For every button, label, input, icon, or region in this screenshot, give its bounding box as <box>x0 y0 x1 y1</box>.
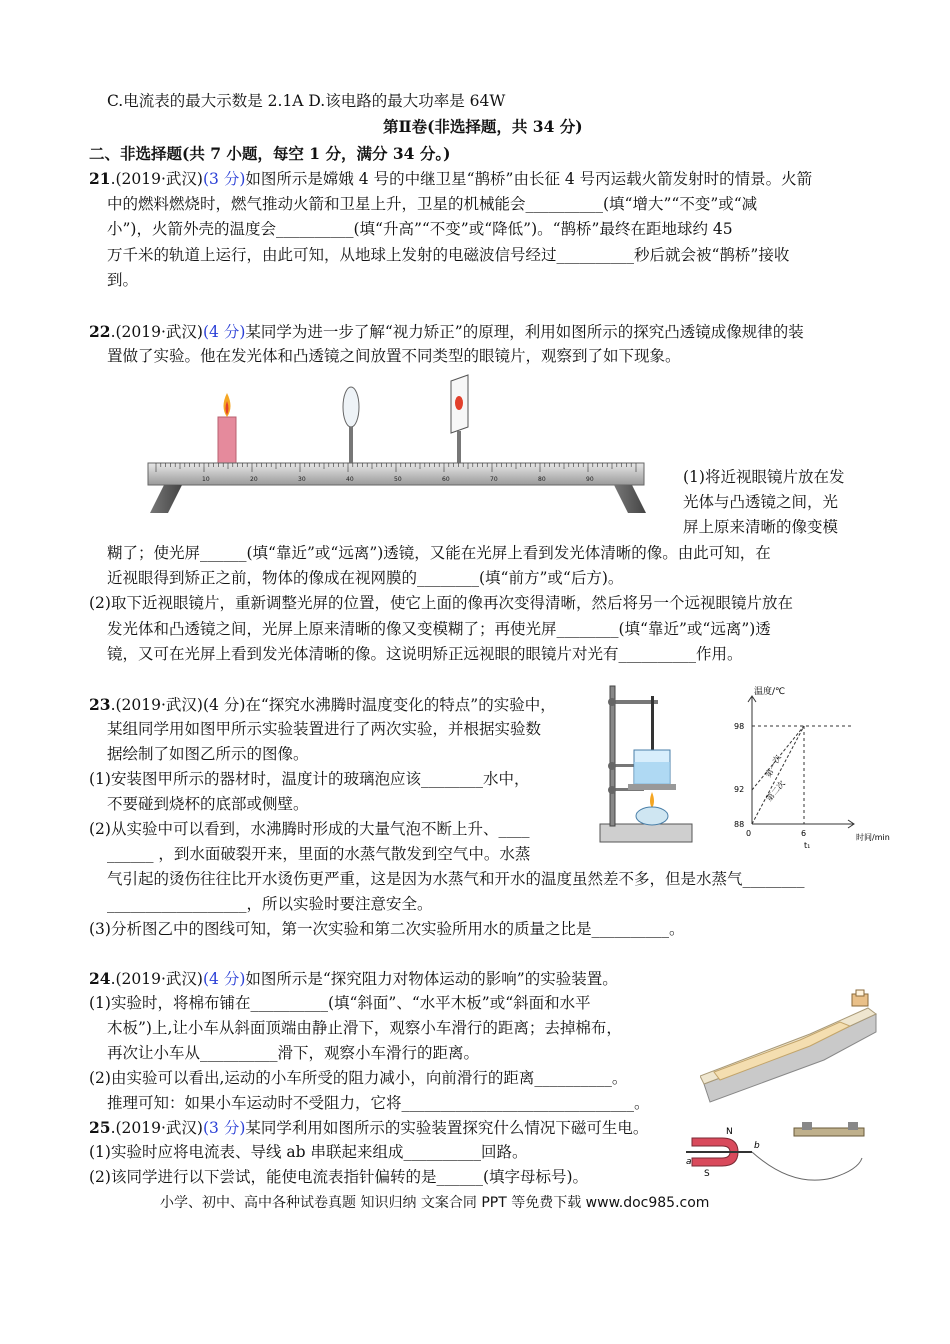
q24-line-4: 再次让小车从__________滑下，观察小车滑行的距离。 <box>107 1044 480 1062</box>
q21-line-2: 中的燃料燃烧时，燃气推动火箭和卫星上升，卫星的机械能会__________(填“增大”“不变”或“减 <box>107 195 758 213</box>
q23-line-5: 不要碰到烧杯的底部或侧壁。 <box>107 795 309 813</box>
q22-side-1: (1)将近视眼镜片放在发 <box>683 468 845 486</box>
ruler-label: 30 <box>298 476 306 483</box>
convex-lens <box>343 387 359 463</box>
q24-line-6: 推理可知：如果小车运动时不受阻力，它将______________________________。 <box>107 1094 650 1112</box>
ruler-label: 20 <box>250 476 258 483</box>
q24-line-5: (2)由实验可以看出,运动的小车所受的阻力减小，向前滑行的距离__________。 <box>89 1069 628 1087</box>
q24-source: .(2019·武汉) <box>110 970 203 988</box>
light-screen <box>451 375 468 463</box>
q22-side-3: 屏上原来清晰的像变模 <box>683 518 839 536</box>
q22-number: 22 <box>89 322 111 341</box>
q22-line-2: 置做了实验。他在发光体和凸透镜之间放置不同类型的眼镜片，观察到了如下现象。 <box>107 347 681 365</box>
option-line: C.电流表的最大示数是 2.1A D.该电路的最大功率是 64W <box>107 92 506 110</box>
optical-bench-figure <box>146 373 650 519</box>
q21-line-1 <box>89 166 812 192</box>
ruler-label: 50 <box>394 476 402 483</box>
q25-line-2: (1)实验时应将电流表、导线 ab 串联起来组成__________回路。 <box>89 1143 528 1161</box>
series-second-label: 第二次 <box>764 779 787 804</box>
q25-line-3: (2)该同学进行以下尝试，能使电流表指针偏转的是______(填字母标号)。 <box>89 1168 589 1186</box>
q25-number: 25 <box>89 1118 111 1137</box>
y-axis-label: 温度/℃ <box>754 687 786 697</box>
series-first-label: 第一次 <box>763 753 784 779</box>
x-tick: 6 <box>801 829 807 838</box>
cart <box>852 990 868 1006</box>
induction-figure <box>682 1118 882 1190</box>
q21-line-4: 万千米的轨道上运行，由此可知，从地球上发射的电磁波信号经过__________秒后就会被“鹊桥”接收 <box>107 246 790 264</box>
q23-score: (4 分) <box>202 696 246 714</box>
q22-text: 某同学为进一步了解“视力矫正”的原理，利用如图所示的探究凸透镜成像规律的装 <box>245 323 804 341</box>
q23-line-8: 气引起的烫伤往往比开水烫伤更严重，这是因为水蒸气和开水的温度虽然差不多，但是水蒸气________ <box>107 870 805 888</box>
q21-text: 如图所示是嫦娥 4 号的中继卫星“鹊桥”由长征 4 号丙运载火箭发射时的情景。火箭 <box>245 170 813 188</box>
ruler-label: 80 <box>538 476 546 483</box>
section-title: 第Ⅱ卷(非选择题，共 34 分) <box>383 117 583 136</box>
footer-ad: 小学、初中、高中各种试卷真题 知识归纳 文案合同 PPT 等免费下载 www.doc985.com <box>160 1195 710 1211</box>
q23-text: 在“探究水沸腾时温度变化的特点”的实验中， <box>245 696 556 714</box>
q23-line-10: (3)分析图乙中的图线可知，第一次实验和第二次实验所用水的质量之比是__________。 <box>89 920 685 938</box>
q24-line-2: (1)实验时，将棉布铺在__________(填“斜面”、“水平木板”或“斜面和水平 <box>89 994 591 1012</box>
q24-line-1 <box>89 966 618 992</box>
q24-text: 如图所示是“探究阻力对物体运动的影响”的实验装置。 <box>245 970 618 988</box>
q23-line-7: ______ ，到水面破裂开来，里面的水蒸气散发到空气中。水蒸 <box>107 845 531 863</box>
q22-side-2: 光体与凸透镜之间，光 <box>683 493 839 511</box>
q21-line-3: 小”)，火箭外壳的温度会__________(填“升高”“不变”或“降低”)。“鹊桥”最终在距地球约 45 <box>107 220 733 238</box>
ruler-label: 10 <box>202 476 210 483</box>
q24-number: 24 <box>89 969 111 988</box>
q21-score: (3 分) <box>202 170 246 188</box>
q22-line-7: 镜，又可在光屏上看到发光体清晰的像。这说明矫正远视眼的眼镜片对光有__________作用。 <box>107 645 743 663</box>
ammeter <box>794 1122 864 1136</box>
q25-text: 某同学利用如图所示的实验装置探究什么情况下磁可生电。 <box>245 1119 649 1137</box>
q24-line-3: 木板”)上,让小车从斜面顶端由静止滑下，观察小车滑行的距离；去掉棉布， <box>107 1019 622 1037</box>
q22-line-4: 近视眼得到矫正之前，物体的像成在视网膜的________(填“前方”或“后方)。 <box>107 569 624 587</box>
q23-number: 23 <box>89 695 111 714</box>
candle <box>218 393 236 463</box>
q24-score: (4 分) <box>202 970 246 988</box>
y-tick: 92 <box>734 785 745 794</box>
q21-source: .(2019·武汉) <box>110 170 203 188</box>
q23-source: .(2019·武汉) <box>110 696 203 714</box>
label-b: b <box>754 1141 760 1151</box>
q23-line-3: 据绘制了如图乙所示的图像。 <box>107 745 309 763</box>
y-tick: 98 <box>734 722 745 731</box>
label-n: N <box>726 1127 733 1137</box>
q22-line-1 <box>89 319 804 345</box>
q22-line-5: (2)取下近视眼镜片，重新调整光屏的位置，使它上面的像再次变得清晰，然后将另一个远视眼镜片放在 <box>89 594 793 612</box>
q23-line-4: (1)安装图甲所示的器材时，温度计的玻璃泡应该________水中， <box>89 770 530 788</box>
y-tick: 88 <box>734 820 745 829</box>
temperature-time-graph <box>724 682 908 850</box>
q21-number: 21 <box>89 169 111 188</box>
label-s: S <box>704 1169 710 1179</box>
q23-line-9: __________________，所以实验时要注意安全。 <box>107 895 433 913</box>
x-tick: 0 <box>746 829 752 838</box>
q22-line-3: 糊了；使光屏______(填“靠近”或“远离”)透镜，又能在光屏上看到发光体清晰的像。由此可知，在 <box>107 544 771 562</box>
q25-line-1 <box>89 1115 648 1141</box>
q22-source: .(2019·武汉) <box>110 323 203 341</box>
boiling-apparatus-figure <box>596 680 696 848</box>
q22-score: (4 分) <box>202 323 246 341</box>
q23-line-2: 某组同学用如图甲所示实验装置进行了两次实验，并根据实验数 <box>107 720 542 738</box>
x-axis-label: 时间/min <box>856 833 890 842</box>
q21-line-5: 到。 <box>107 271 139 289</box>
q23-line-1 <box>89 692 556 718</box>
ruler-label: 40 <box>346 476 354 483</box>
q23-line-6: (2)从实验中可以看到，水沸腾时形成的大量气泡不断上升、____ <box>89 820 530 838</box>
inclined-plane-figure <box>700 984 878 1112</box>
ruler-label: 70 <box>490 476 498 483</box>
ruler-label: 60 <box>442 476 450 483</box>
t1-label: t₁ <box>804 841 811 850</box>
ruler-label: 90 <box>586 476 594 483</box>
q22-line-6: 发光体和凸透镜之间，光屏上原来清晰的像又变模糊了；再使光屏________(填“靠近”或“远离”)透 <box>107 620 771 638</box>
label-a: a <box>686 1157 692 1167</box>
q25-score: (3 分) <box>202 1119 246 1137</box>
series-first <box>752 726 804 824</box>
section-subtitle: 二、非选择题(共 7 小题，每空 1 分，满分 34 分。) <box>89 144 451 163</box>
q25-source: .(2019·武汉) <box>110 1119 203 1137</box>
